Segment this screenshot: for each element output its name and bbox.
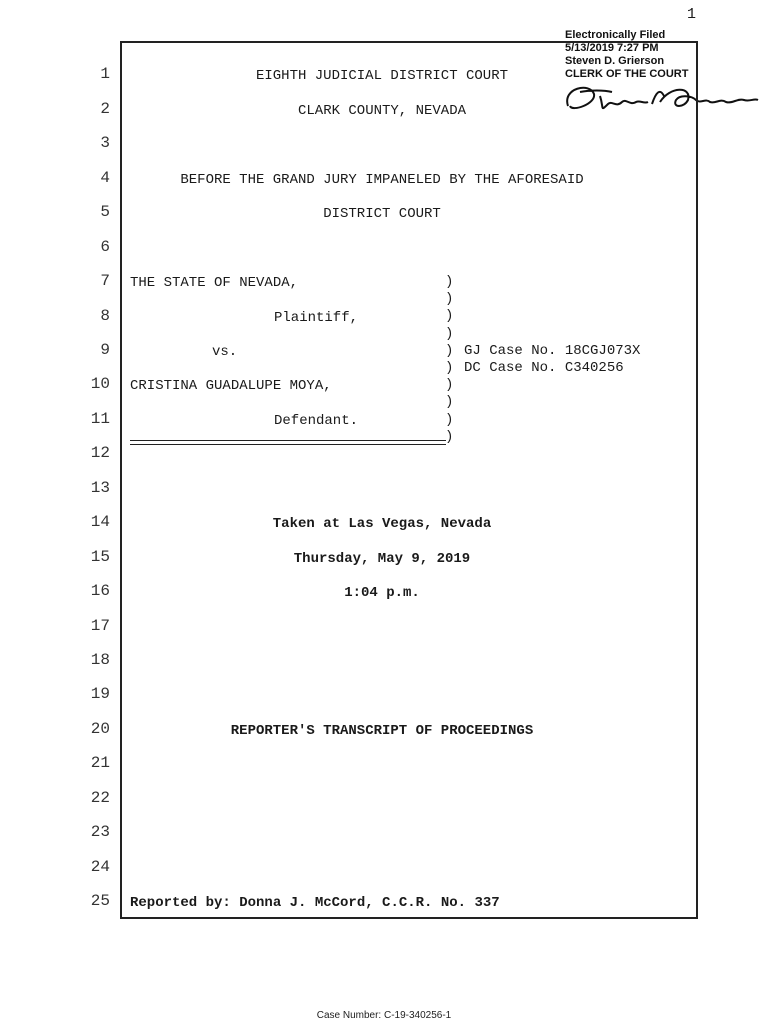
- stamp-line-clerk-name: Steven D. Grierson: [565, 55, 665, 67]
- case-numbers: [464, 343, 640, 377]
- line-number: 5: [100, 203, 110, 221]
- line-number: 21: [90, 754, 110, 772]
- line-number: 14: [90, 513, 110, 531]
- court-name: EIGHTH JUDICIAL DISTRICT COURT: [255, 68, 509, 84]
- defendant-name: CRISTINA GUADALUPE MOYA,: [130, 378, 332, 394]
- stamp-line-clerk-title: CLERK OF THE COURT: [565, 68, 689, 80]
- page-number: 1: [686, 6, 696, 23]
- line-number: 9: [100, 341, 110, 359]
- reporter-line: Reported by: Donna J. McCord, C.C.R. No. 337: [130, 895, 500, 911]
- caption-double-rule: [130, 440, 446, 445]
- line-number: 23: [90, 823, 110, 841]
- district-court-line: DISTRICT COURT: [323, 206, 441, 222]
- line-number: 10: [90, 375, 110, 393]
- line-number: 15: [90, 548, 110, 566]
- line-number: 4: [100, 169, 110, 187]
- line-number: 1: [100, 65, 110, 83]
- plaintiff-name: THE STATE OF NEVADA,: [130, 275, 299, 291]
- line-number: 2: [100, 100, 110, 118]
- gj-case-number: GJ Case No. 18CGJ073X: [464, 343, 641, 359]
- dc-case-number: DC Case No. C340256: [464, 360, 624, 376]
- line-number: 19: [90, 685, 110, 703]
- line-number: 8: [100, 307, 110, 325]
- county-name: CLARK COUNTY, NEVADA: [297, 103, 467, 119]
- plaintiff-label: Plaintiff,: [274, 310, 359, 326]
- location-line: Taken at Las Vegas, Nevada: [272, 516, 492, 532]
- line-number: 3: [100, 134, 110, 152]
- line-number: 24: [90, 858, 110, 876]
- line-number: 12: [90, 444, 110, 462]
- line-number: 11: [90, 410, 110, 428]
- line-number: 17: [90, 617, 110, 635]
- date-line: Thursday, May 9, 2019: [293, 551, 471, 567]
- line-number: 18: [90, 651, 110, 669]
- line-number: 7: [100, 272, 110, 290]
- caption-parentheses: ) ) ) ) ) ) ) ) ) ): [445, 274, 454, 445]
- defendant-label: Defendant.: [274, 413, 359, 429]
- versus: vs.: [212, 344, 238, 360]
- line-number: 16: [90, 582, 110, 600]
- time-line: 1:04 p.m.: [344, 585, 420, 601]
- case-number-footer: Case Number: C-19-340256-1: [316, 1010, 452, 1021]
- line-number: 25: [90, 892, 110, 910]
- line-number: 20: [90, 720, 110, 738]
- stamp-line-datetime: 5/13/2019 7:27 PM: [565, 42, 659, 54]
- transcript-title: REPORTER'S TRANSCRIPT OF PROCEEDINGS: [230, 723, 534, 739]
- grand-jury-line: BEFORE THE GRAND JURY IMPANELED BY THE AFORESAID: [180, 172, 584, 188]
- line-number: 22: [90, 789, 110, 807]
- line-number: 6: [100, 238, 110, 256]
- stamp-line-filed: Electronically Filed: [565, 29, 666, 41]
- line-number: 13: [90, 479, 110, 497]
